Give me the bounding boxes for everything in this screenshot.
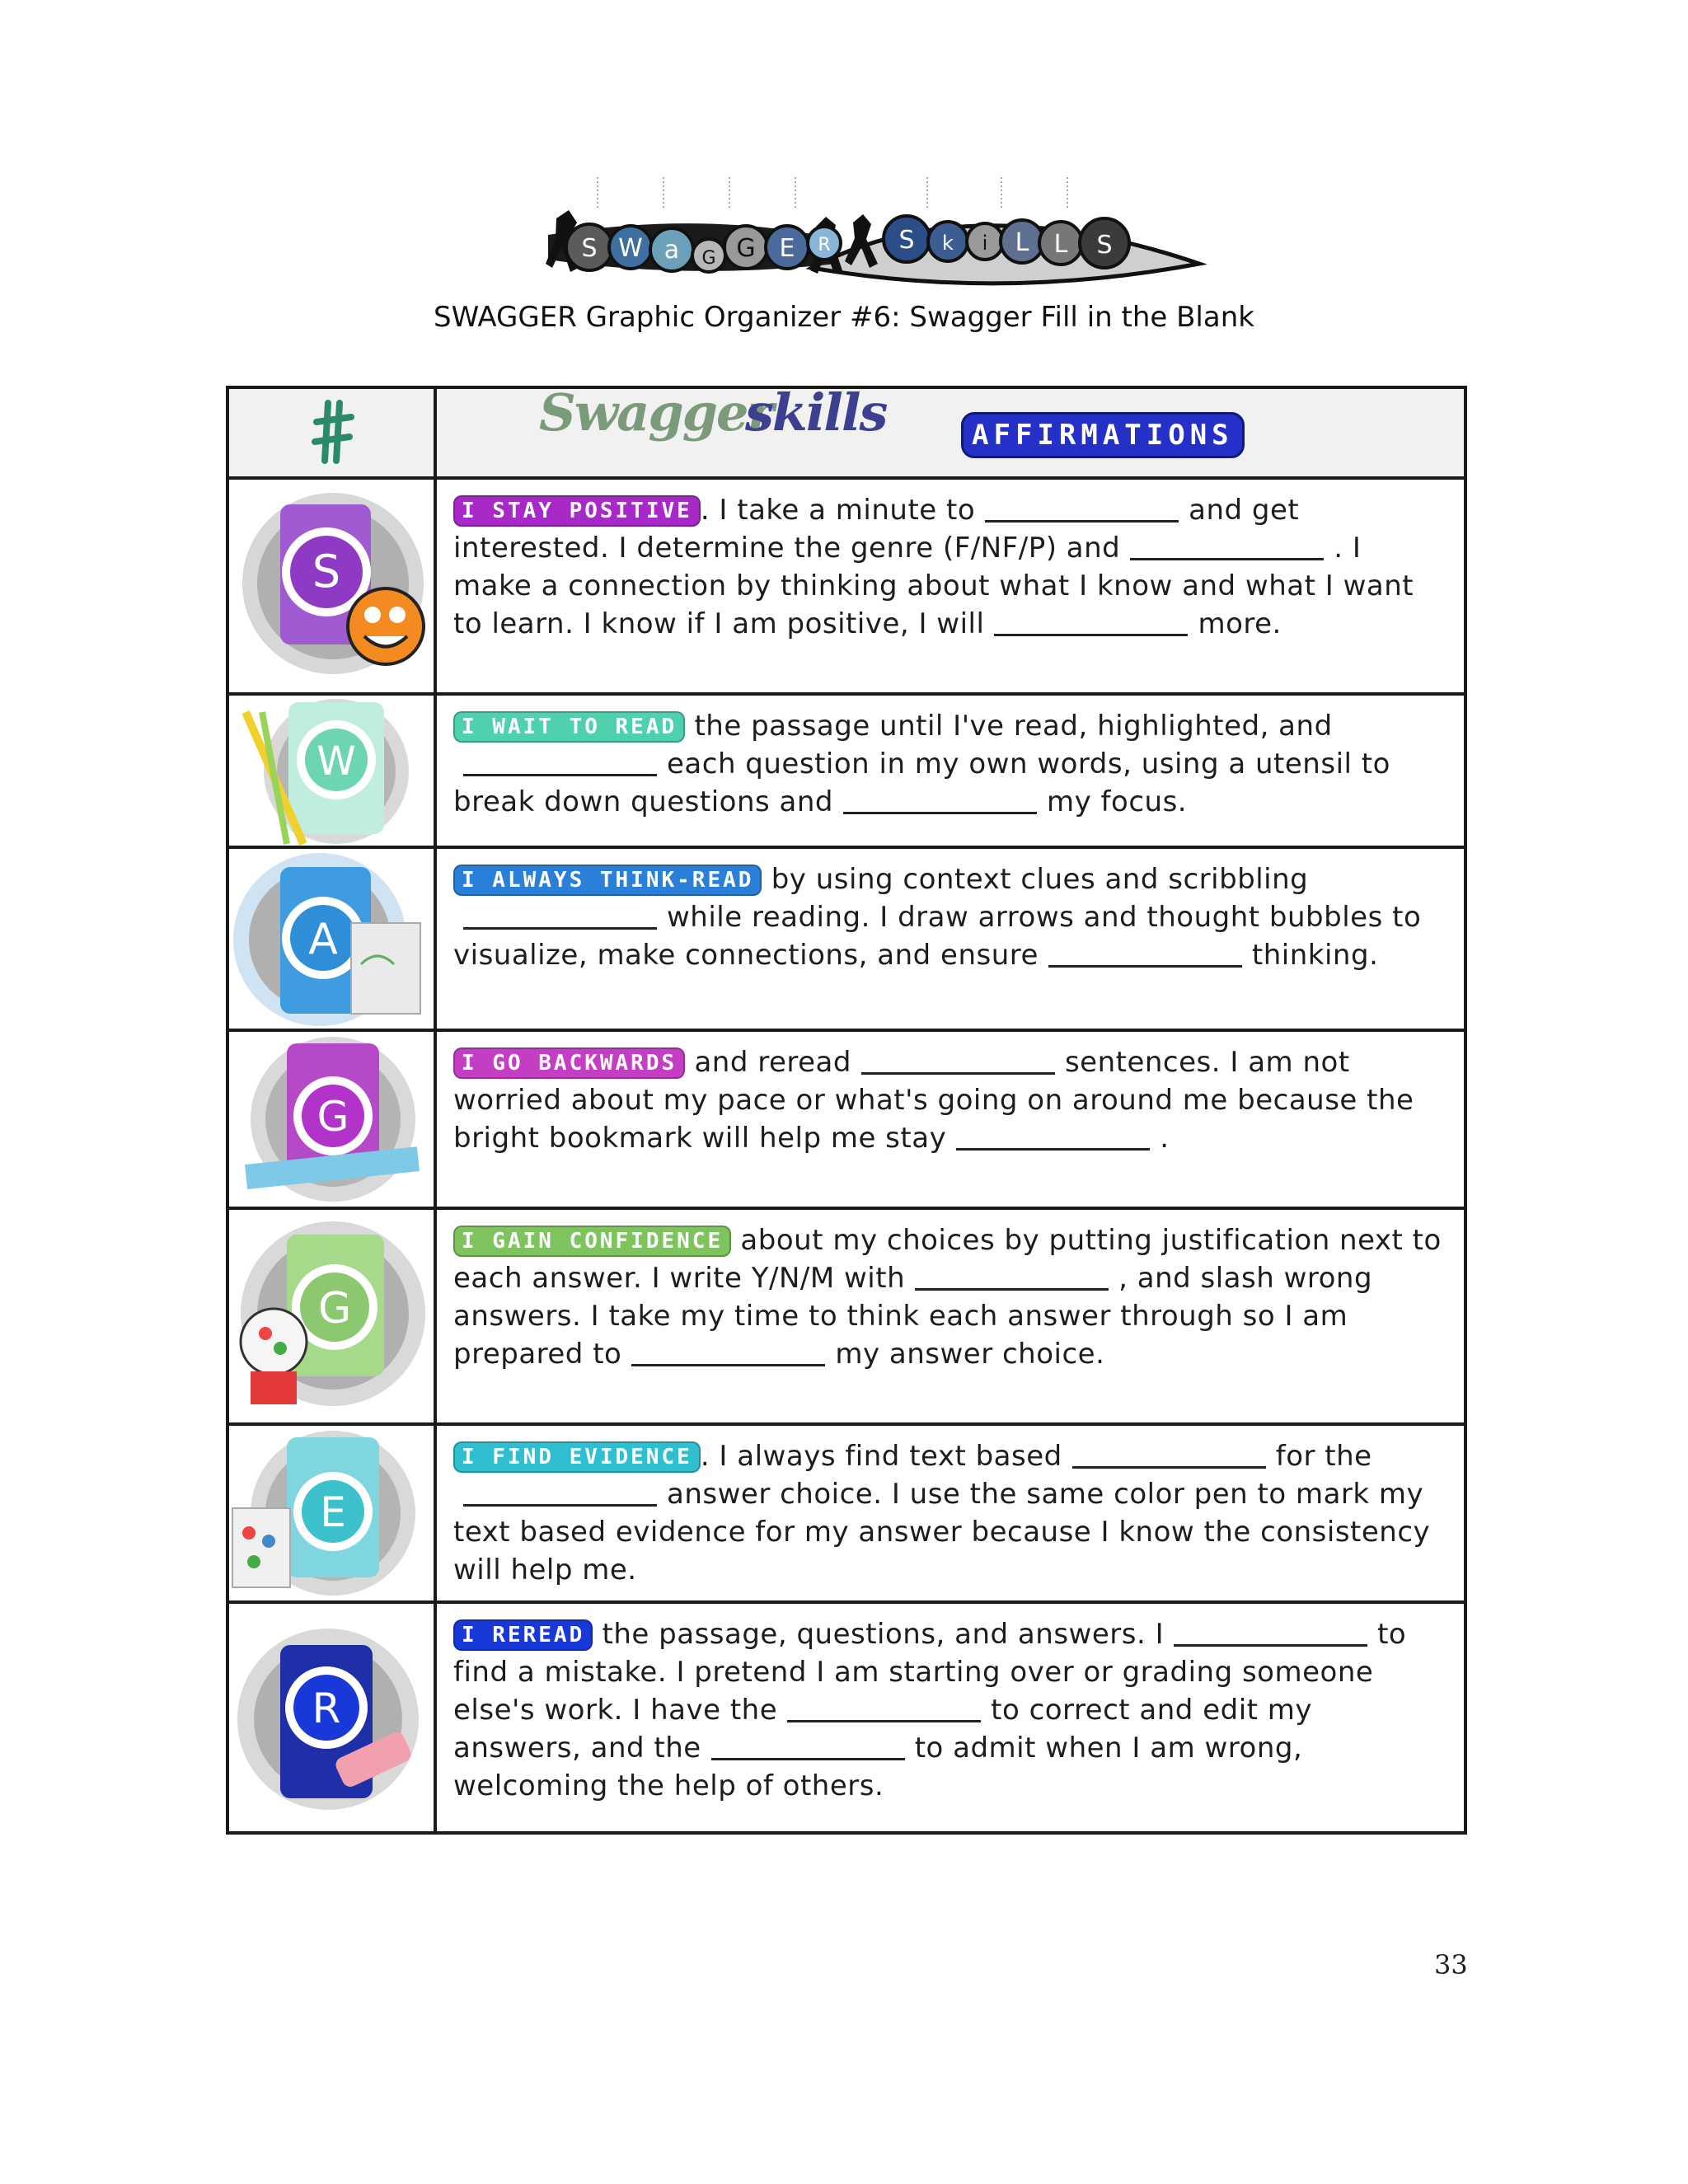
- pill-suffix: .: [700, 1440, 710, 1473]
- row-r: [229, 1601, 1464, 1831]
- affirmations-table: [226, 382, 1467, 1835]
- letter-cell-w: [229, 696, 437, 846]
- letter-cell-a: [229, 849, 437, 1029]
- text-segment: and reread: [685, 1046, 851, 1079]
- row-s: [229, 476, 1464, 692]
- text-segment: my focus.: [1047, 785, 1188, 818]
- svg-text:k: k: [942, 232, 954, 255]
- text-segment: while reading. I draw arrows and thought bubbles to visualize, make connections, and ensure: [453, 901, 1422, 972]
- blank-line: [994, 609, 1188, 636]
- pill-find-evidence: I FIND EVIDENCE: [453, 1441, 701, 1473]
- blank-line: [915, 1263, 1109, 1291]
- swagger-skills-logo: [540, 177, 1207, 301]
- text-segment: for the: [1275, 1440, 1372, 1473]
- row-g-backwards: [229, 1029, 1464, 1207]
- blank-line: [631, 1339, 825, 1366]
- pill-reread: I REREAD: [453, 1619, 593, 1651]
- table-header-row: [229, 382, 1464, 476]
- blank-line: [1048, 940, 1242, 968]
- text-segment: my answer choice.: [835, 1338, 1105, 1371]
- blank-line: [861, 1047, 1055, 1075]
- header-icon-cell: [229, 389, 437, 476]
- affirmation-text-s: [440, 480, 1464, 692]
- blank-line: [956, 1123, 1150, 1151]
- text-segment: sentences. I am not worried about my pace or what's going on around me because the bright bookmark will help me stay: [453, 1046, 1414, 1155]
- blank-line: [711, 1733, 905, 1760]
- letter-a: A: [308, 915, 338, 964]
- blank-line: [463, 902, 657, 930]
- text-segment: the passage, questions, and answers. I: [593, 1618, 1165, 1651]
- blank-line: [1130, 533, 1324, 560]
- letter-cell-g2: [229, 1210, 437, 1422]
- letter-e: E: [320, 1488, 346, 1536]
- affirmation-text-r: [440, 1604, 1464, 1831]
- svg-text:L: L: [1015, 228, 1029, 257]
- pill-wait-to-read: I WAIT TO READ: [453, 711, 685, 743]
- text-segment: , and slash wrong answers. I take my time to think each answer through so I am prepared to: [453, 1262, 1373, 1371]
- blank-line: [463, 749, 657, 776]
- svg-text:S: S: [581, 234, 598, 263]
- text-segment: to find a mistake. I pretend I am starting over or grading someone else's work. I have the: [453, 1618, 1407, 1727]
- text-segment: about my choices by putting justification next to each answer. I write Y/N/M with: [453, 1224, 1442, 1295]
- hashtag-icon: [312, 399, 356, 465]
- letter-cell-e: [229, 1426, 437, 1601]
- blank-line: [463, 1479, 657, 1507]
- blank-line: [1174, 1619, 1367, 1647]
- text-segment: and get interested. I determine the genre (F/NF/P) and: [453, 494, 1300, 565]
- svg-text:i: i: [982, 232, 988, 255]
- svg-text:G: G: [736, 234, 756, 263]
- page-number: 33: [1434, 1949, 1468, 1980]
- letter-w: W: [316, 738, 356, 785]
- header-title-cell: [440, 382, 1464, 476]
- blank-line: [787, 1695, 981, 1722]
- letter-s: S: [312, 546, 341, 598]
- header-swagger-word: Swagger: [539, 382, 773, 443]
- text-segment: each question in my own words, using a utensil to break down questions and: [453, 748, 1390, 818]
- svg-text:G: G: [701, 248, 716, 269]
- letter-cell-g1: [229, 1032, 437, 1207]
- blank-line: [1072, 1441, 1266, 1469]
- page-subtitle: SWAGGER Graphic Organizer #6: Swagger Fill in the Blank: [434, 301, 1254, 334]
- text-segment: . I make a connection by thinking about what I know and what I want to learn. I know if I am positive, I will: [453, 532, 1414, 640]
- svg-text:W: W: [618, 234, 643, 263]
- svg-text:E: E: [779, 234, 795, 263]
- text-segment: I take a minute to: [710, 494, 976, 527]
- affirmation-text-a: [440, 849, 1464, 1029]
- header-skills-word: skills: [745, 382, 887, 443]
- pill-gain-confidence: I GAIN CONFIDENCE: [453, 1226, 731, 1257]
- text-segment: by using context clues and scribbling: [762, 863, 1309, 896]
- header-affirmations-label: AFFIRMATIONS: [961, 412, 1245, 458]
- text-segment: .: [1160, 1122, 1170, 1155]
- row-e: [229, 1422, 1464, 1601]
- affirmation-text-w: [440, 696, 1464, 846]
- blank-line: [843, 787, 1037, 814]
- pill-always-think-read: I ALWAYS THINK-READ: [453, 865, 762, 896]
- text-segment: answer choice. I use the same color pen to mark my text based evidence for my answer because I know the consistency will help me.: [453, 1478, 1431, 1586]
- svg-text:S: S: [1096, 231, 1113, 260]
- blank-line: [985, 495, 1179, 523]
- pill-go-backwards: I GO BACKWARDS: [453, 1047, 685, 1079]
- text-segment: thinking.: [1251, 939, 1379, 972]
- pill-stay-positive: I STAY POSITIVE: [453, 495, 701, 527]
- row-g-confidence: [229, 1207, 1464, 1422]
- text-segment: the passage until I've read, highlighted, and: [685, 710, 1333, 743]
- svg-text:a: a: [663, 236, 680, 265]
- svg-text:R: R: [818, 235, 831, 255]
- text-segment: more.: [1198, 607, 1282, 640]
- letter-g: G: [316, 1093, 349, 1141]
- text-segment: I always find text based: [710, 1440, 1062, 1473]
- text-segment: to correct and edit my answers, and the: [453, 1694, 1313, 1765]
- affirmation-text-g-confidence: [440, 1210, 1464, 1422]
- affirmation-text-g-backwards: [440, 1032, 1464, 1207]
- svg-text:S: S: [898, 226, 915, 255]
- row-a: [229, 846, 1464, 1029]
- text-segment: to admit when I am wrong, welcoming the help of others.: [453, 1732, 1303, 1802]
- letter-r: R: [312, 1685, 341, 1732]
- pill-suffix: .: [700, 494, 710, 527]
- row-w: [229, 692, 1464, 846]
- letter-g: G: [317, 1284, 352, 1333]
- letter-cell-r: [229, 1604, 437, 1831]
- svg-text:L: L: [1053, 230, 1068, 259]
- letter-cell-s: [229, 480, 437, 692]
- affirmation-text-e: [440, 1426, 1464, 1601]
